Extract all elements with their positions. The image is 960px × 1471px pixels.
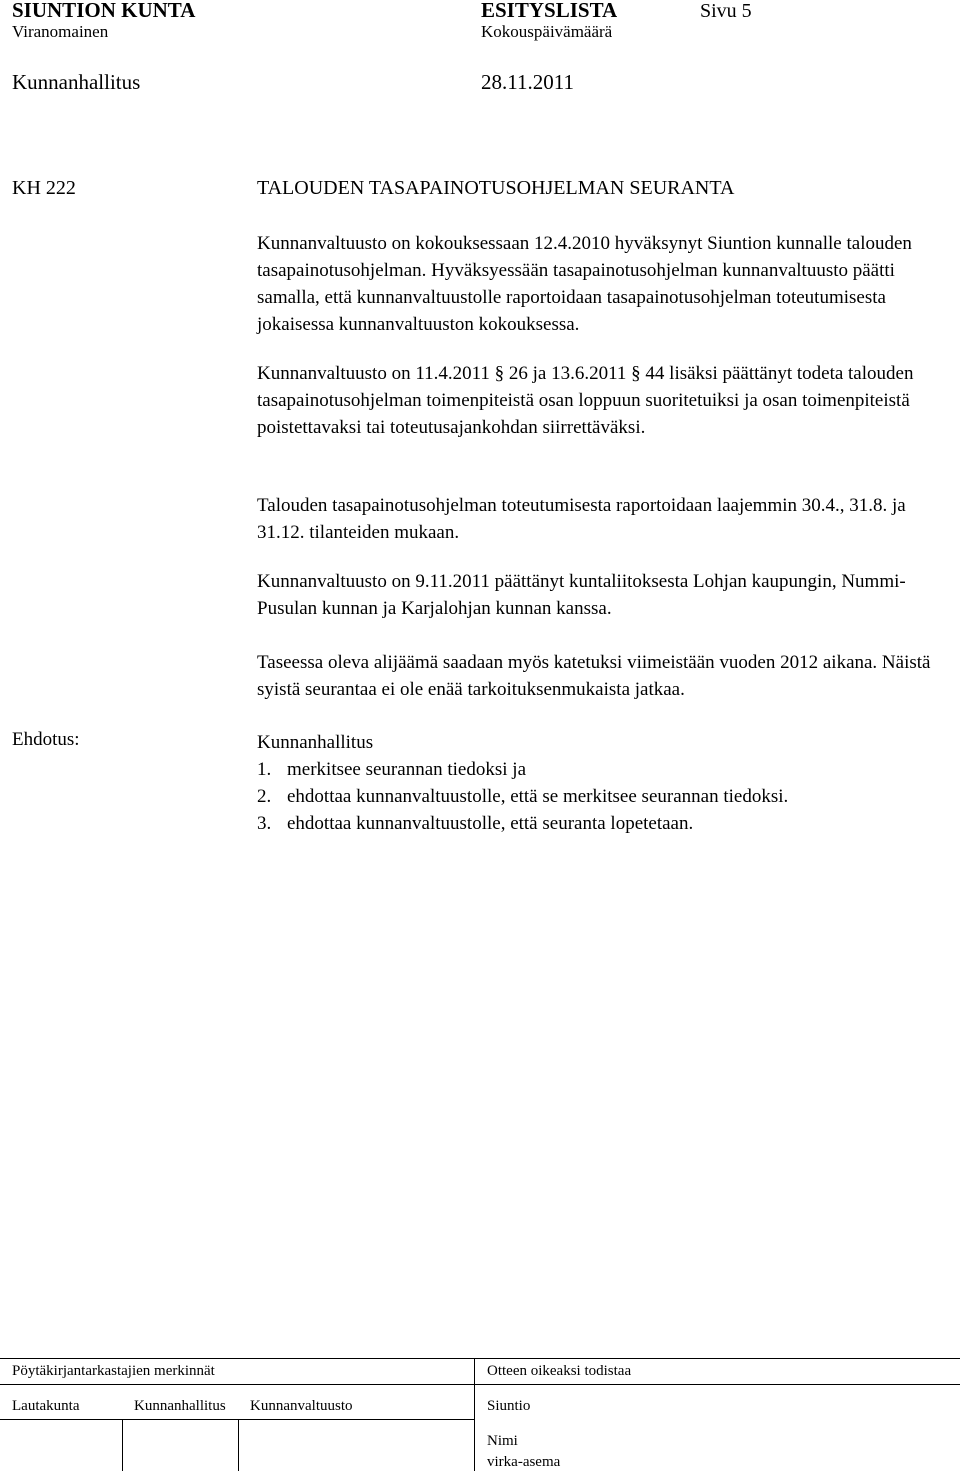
proposal-item-number: 3. bbox=[257, 813, 272, 834]
meeting-date-label: Kokouspäivämäärä bbox=[481, 22, 613, 41]
paragraph-3-text: Talouden tasapainotusohjelman toteutumisesta raportoidaan laajemmin 30.4., 31.8. ja 31.12. tilanteiden mukaan. bbox=[257, 495, 906, 543]
section-number: KH 222 bbox=[12, 177, 76, 199]
proposal-item bbox=[257, 783, 947, 810]
page-number: Sivu 5 bbox=[700, 0, 752, 22]
proposal-item-text: merkitsee seurannan tiedoksi ja bbox=[287, 759, 527, 780]
municipality-name: SIUNTION KUNTA bbox=[12, 0, 196, 22]
proposal-item-number: 2. bbox=[257, 786, 272, 807]
inspectors-label: Pöytäkirjantarkastajien merkinnät bbox=[12, 1363, 215, 1379]
paragraph-4-text: Kunnanvaltuusto on 9.11.2011 päättänyt kuntaliitoksesta Lohjan kaupungin, Nummi-Pusulan kunnan ja Karjalohjan kunnan kanssa. bbox=[257, 571, 906, 619]
paragraph-5 bbox=[257, 649, 947, 703]
document-type: ESITYSLISTA bbox=[481, 0, 618, 22]
section-title: TALOUDEN TASAPAINOTUSOHJELMAN SEURANTA bbox=[257, 177, 735, 199]
paragraph-4 bbox=[257, 568, 947, 622]
footer-cell-divider bbox=[122, 1419, 123, 1471]
body-kunnanvaltuusto: Kunnanvaltuusto bbox=[250, 1398, 353, 1414]
proposal-item-text: ehdottaa kunnanvaltuustolle, että se merkitsee seurannan tiedoksi. bbox=[287, 786, 789, 807]
footer-left-rule bbox=[0, 1419, 474, 1420]
proposal-item-text: ehdottaa kunnanvaltuustolle, että seuranta lopetetaan. bbox=[287, 813, 694, 834]
footer-divider bbox=[474, 1358, 475, 1471]
footer bbox=[0, 1358, 960, 1471]
proposal-item bbox=[257, 756, 947, 783]
paragraph-5-text: Taseessa oleva alijäämä saadaan myös katetuksi viimeistään vuoden 2012 aikana. Näistä syistä seurantaa ei ole enää tarkoituksenmukaista jatkaa. bbox=[257, 652, 931, 700]
board-name: Kunnanhallitus bbox=[12, 70, 141, 94]
proposal-item-number: 1. bbox=[257, 759, 272, 780]
paragraph-2-text: Kunnanvaltuusto on 11.4.2011 § 26 ja 13.6.2011 § 44 lisäksi päättänyt todeta talouden tasapainotusohjelman toimenpiteistä osan loppuun suoritetuiksi ja osan toimenpiteistä poistettavaksi tai toteutusajankohdan siirrettäväksi. bbox=[257, 363, 914, 438]
title-label: virka-asema bbox=[487, 1454, 561, 1470]
footer-cell-divider bbox=[238, 1419, 239, 1471]
proposal-label: Ehdotus: bbox=[12, 729, 80, 750]
meeting-date: 28.11.2011 bbox=[481, 70, 574, 94]
body-lautakunta: Lautakunta bbox=[12, 1398, 80, 1414]
paragraph-2 bbox=[257, 360, 947, 441]
proposal-section bbox=[257, 729, 947, 837]
proposal-list bbox=[257, 756, 947, 837]
paragraph-1-text: Kunnanvaltuusto on kokouksessaan 12.4.2010 hyväksynyt Siuntion kunnalle talouden tasapainotusohjelman. Hyväksyessään tasapainotusohjelman kunnanvaltuusto päätti samalla, että kunnanvaltuustolle raportoidaan tasapainotusohjelman toteutumisesta jokaisessa kunnanvaltuuston kokouksessa. bbox=[257, 233, 912, 335]
footer-mid-rule bbox=[0, 1384, 960, 1385]
place-label: Siuntio bbox=[487, 1398, 531, 1414]
footer-top-rule bbox=[0, 1358, 960, 1359]
proposal-item bbox=[257, 810, 947, 837]
certified-label: Otteen oikeaksi todistaa bbox=[487, 1363, 632, 1379]
name-label: Nimi bbox=[487, 1433, 518, 1449]
paragraph-1 bbox=[257, 230, 947, 338]
office-label: Viranomainen bbox=[12, 22, 109, 41]
body-kunnanhallitus: Kunnanhallitus bbox=[134, 1398, 226, 1414]
paragraph-3 bbox=[257, 492, 947, 546]
proposal-body: Kunnanhallitus bbox=[257, 732, 374, 753]
